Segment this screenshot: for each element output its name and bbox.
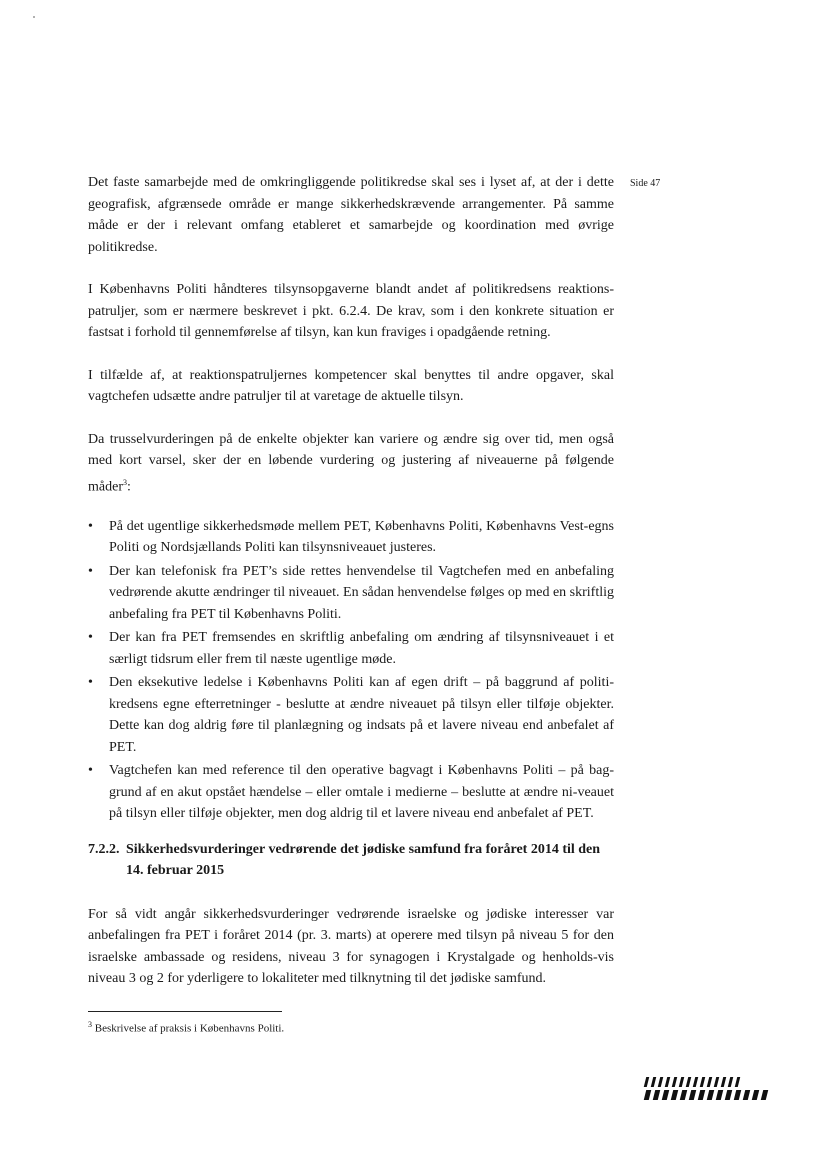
section-number: 7.2.2. (88, 841, 120, 857)
paragraph-3: I tilfælde af, at reaktionspatruljernes kompetencer skal benyttes til andre opgaver, skal vagtchefen udsætte andre patruljer til at varetage de aktuelle tilsyn. (88, 367, 614, 404)
list-item (88, 627, 614, 670)
list-item (88, 672, 614, 758)
footnote (88, 1018, 614, 1036)
list-item (88, 516, 614, 559)
list-item (88, 760, 614, 825)
list-item-text: På det ugentlige sikkerhedsmøde mellem PET, Københavns Politi, Københavns Vest-egns Politi og Nordsjællands Politi kan tilsynsniveauet justeres. (109, 518, 614, 556)
list-item (88, 561, 614, 626)
section-heading (88, 839, 614, 882)
bullet-list (88, 516, 614, 825)
list-item-text: Vagtchefen kan med reference til den operative bagvagt i Københavns Politi – på bag-grund af en akut opstået hændelse – eller omtale i medierne – beslutte at ændre ni-veauet på tilsyn eller tilføje objekter, men dog aldrig til et lavere niveau end anbefalet af PET. (109, 763, 614, 822)
footnote-divider (88, 1011, 282, 1012)
section-title: Sikkerhedsvurderinger vedrørende det jødiske samfund fra foråret 2014 til den 14. februar 2015 (126, 841, 601, 879)
page-label: Side 47 (630, 178, 661, 189)
footnote-reference[interactable]: 3 (122, 477, 127, 487)
bullet-icon: • (88, 563, 93, 579)
list-item-text: Der kan telefonisk fra PET’s side rettes henvendelse til Vagtchefen med en anbefaling vedrørende akutte ændringer til niveauet. En sådan henvendelse følges op med en skriftlig anbefaling fra PET til Københavns Politi. (109, 563, 615, 622)
bullet-icon: • (88, 763, 93, 779)
paragraph-4 (88, 429, 614, 498)
paragraph-5: For så vidt angår sikkerhedsvurderinger vedrørende israelske og jødiske interesser var anbefalingen fra PET i foråret 2014 (pr. 3. marts) at operere med tilsyn på niveau 5 for den israelske ambassade og residens, niveau 3 for synagogen i Krystalgade og henholds-vis niveau 3 og 2 for yderligere to lokaliteter med tilknytning til det jødiske samfund. (88, 906, 614, 987)
footnote-marker: 3 (88, 1019, 92, 1029)
list-item-text: Den eksekutive ledelse i Københavns Politi kan af egen drift – på baggrund af politi-kredsens egne efterretninger - beslutte at ændre niveauet på tilsyn eller tilføje objekter. Dette kan dog aldrig føre til planlægning og indsats på et lavere niveau end anbefalet af PET. (109, 675, 614, 755)
paragraph-4-colon: : (126, 479, 131, 495)
barcode-bottom-row (644, 1090, 776, 1100)
paragraph-1: Det faste samarbejde med de omkringliggende politikredse skal ses i lyset af, at der i dette geografisk, afgrænsede område er mange sikkerhedskrævende arrangementer. På samme måde er der i relevant omfang etableret et samarbejde og koordination med øvrige politikredse. (88, 175, 614, 255)
document-body (88, 172, 614, 1035)
bullet-icon: • (88, 675, 93, 691)
barcode-icon (645, 1077, 775, 1103)
barcode-top-row (644, 1077, 776, 1087)
bullet-icon: • (88, 518, 93, 534)
bullet-icon: • (88, 630, 93, 646)
paragraph-4-text: Da trusselvurderingen på de enkelte objekter kan variere og ændre sig over tid, men også med kort varsel, sker der en løbende vurdering og justering af niveauerne på følgende måder (88, 431, 614, 495)
scan-speck (33, 16, 35, 18)
list-item-text: Der kan fra PET fremsendes en skriftlig anbefaling om ændring af tilsynsniveauet i et særligt tidsrum eller frem til næste ugentlige møde. (109, 630, 614, 667)
paragraph-2: I Københavns Politi håndteres tilsynsopgaverne blandt andet af politikredsens reaktions-patruljer, som er nærmere beskrevet i pkt. 6.2.4. De krav, som i den konkrete situation er fastsat i forhold til gennemførelse af tilsyn, kan kun fraviges i opadgående retning. (88, 282, 614, 340)
footnote-text: Beskrivelse af praksis i Københavns Politi. (94, 1022, 285, 1035)
